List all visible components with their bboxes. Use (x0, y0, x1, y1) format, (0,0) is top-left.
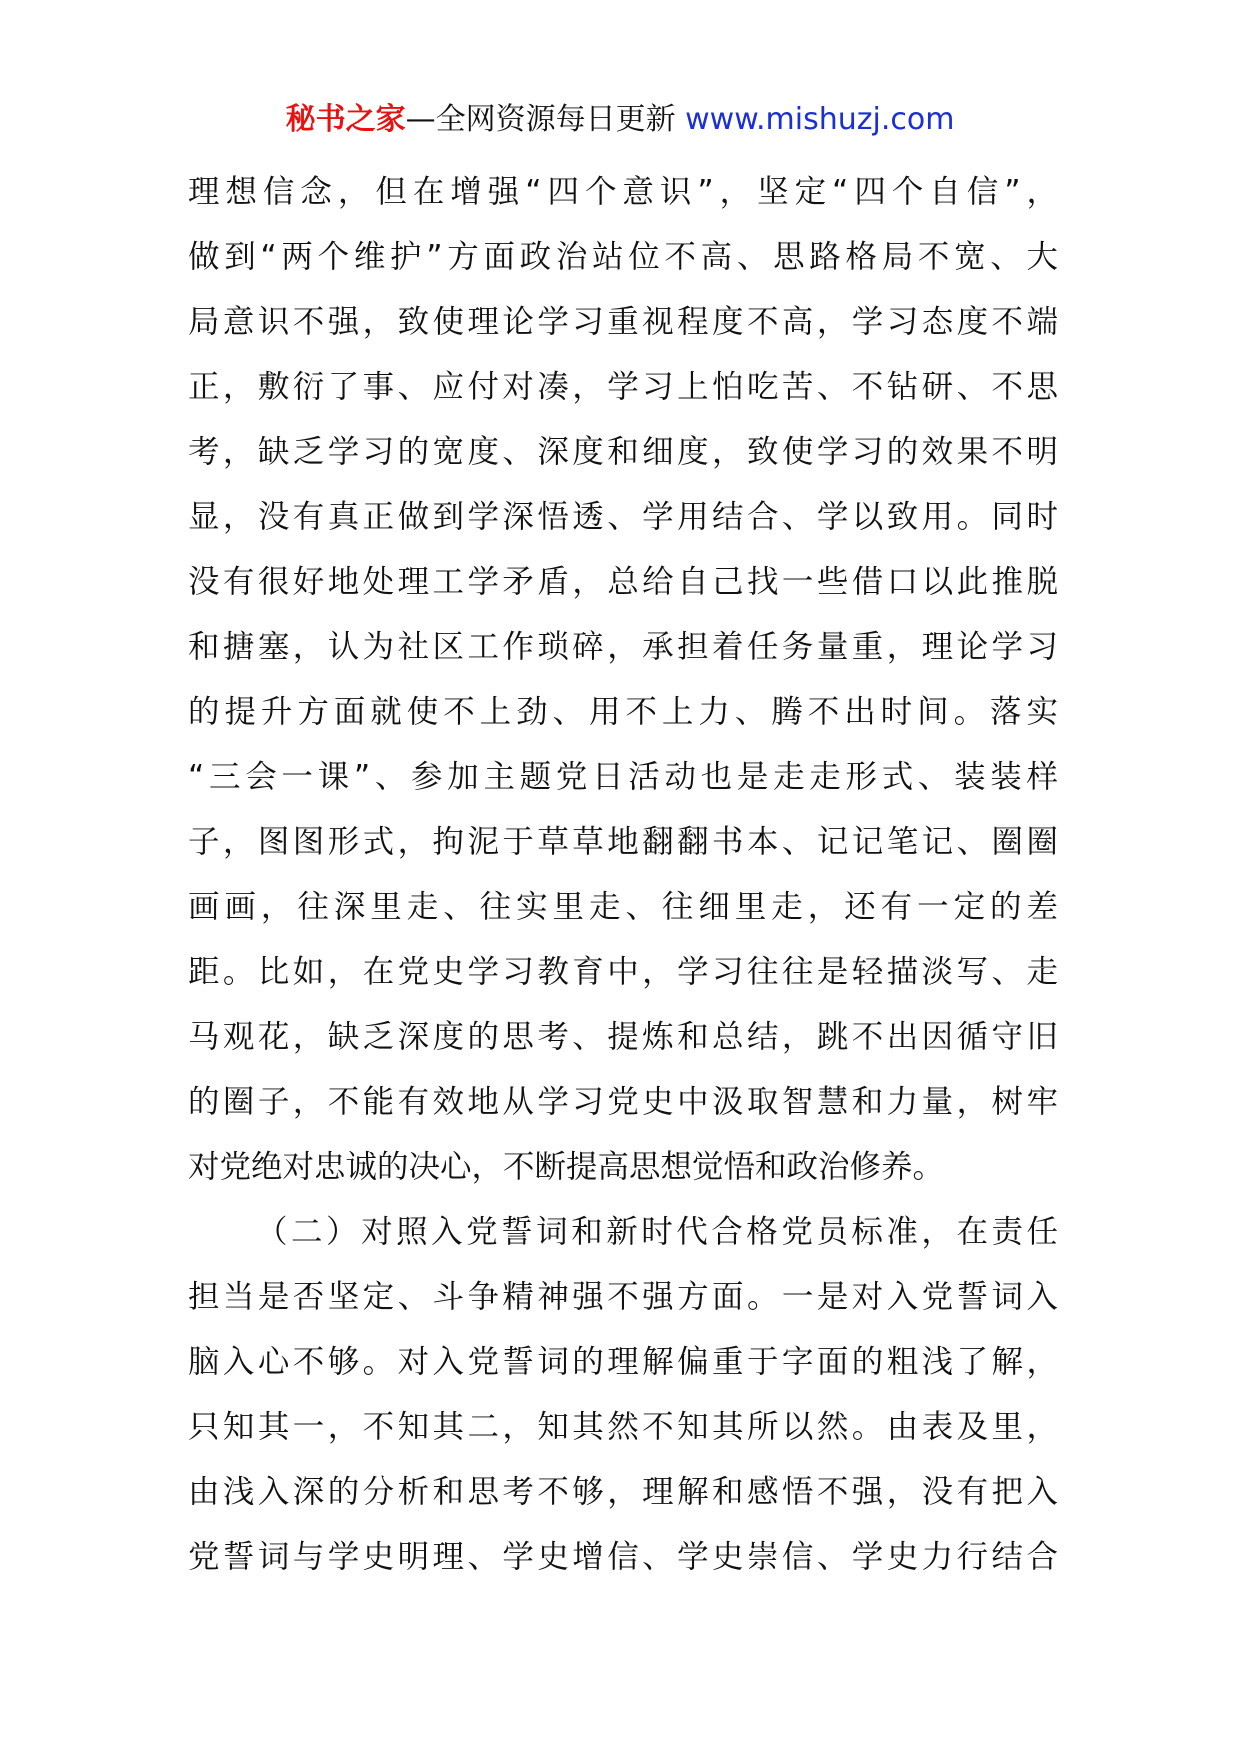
text-line: 显，没有真正做到学深悟透、学用结合、学以致用。同时 (188, 499, 1058, 535)
text-line: 没有很好地处理工学矛盾，总给自己找一些借口以此推脱 (188, 564, 1058, 600)
text-line: 的提升方面就使不上劲、用不上力、腾不出时间。落实 (188, 694, 1058, 730)
text-line: 正，敷衍了事、应付对凑，学习上怕吃苦、不钻研、不思 (188, 369, 1058, 405)
site-url-link[interactable]: www.mishuzj.com (685, 102, 955, 137)
text-line: 只知其一，不知其二，知其然不知其所以然。由表及里， (188, 1409, 1058, 1445)
text-line: 马观花，缺乏深度的思考、提炼和总结，跳不出因循守旧 (188, 1019, 1058, 1055)
site-tagline: —全网资源每日更新 (405, 102, 686, 137)
section-heading-line: （二）对照入党誓词和新时代合格党员标准，在责任 (256, 1214, 1058, 1250)
site-header (0, 98, 1240, 142)
paragraph-end-line: 对党绝对忠诚的决心，不断提高思想觉悟和政治修养。 (188, 1149, 945, 1185)
text-line: 局意识不强，致使理论学习重视程度不高，学习态度不端 (188, 304, 1058, 340)
text-line: 距。比如，在党史学习教育中，学习往往是轻描淡写、走 (188, 954, 1058, 990)
text-line: 脑入心不够。对入党誓词的理解偏重于字面的粗浅了解， (188, 1344, 1058, 1380)
text-line: 由浅入深的分析和思考不够，理解和感悟不强，没有把入 (188, 1474, 1058, 1510)
site-brand: 秘书之家 (285, 102, 406, 137)
text-line: 做到“两个维护”方面政治站位不高、思路格局不宽、大 (188, 239, 1058, 275)
document-body (188, 160, 1058, 1590)
text-line: 和搪塞，认为社区工作琐碎，承担着任务量重，理论学习 (188, 629, 1058, 665)
text-line: 子，图图形式，拘泥于草草地翻翻书本、记记笔记、圈圈 (188, 824, 1058, 860)
text-line: 担当是否坚定、斗争精神强不强方面。一是对入党誓词入 (188, 1279, 1058, 1315)
text-line: 党誓词与学史明理、学史增信、学史崇信、学史力行结合 (188, 1539, 1058, 1575)
text-line: 考，缺乏学习的宽度、深度和细度，致使学习的效果不明 (188, 434, 1058, 470)
text-line: 的圈子，不能有效地从学习党史中汲取智慧和力量，树牢 (188, 1084, 1058, 1120)
text-line: 理想信念，但在增强“四个意识”，坚定“四个自信”， (188, 174, 1058, 210)
text-line: “三会一课”、参加主题党日活动也是走走形式、装装样 (188, 759, 1058, 795)
text-line: 画画，往深里走、往实里走、往细里走，还有一定的差 (188, 889, 1058, 925)
